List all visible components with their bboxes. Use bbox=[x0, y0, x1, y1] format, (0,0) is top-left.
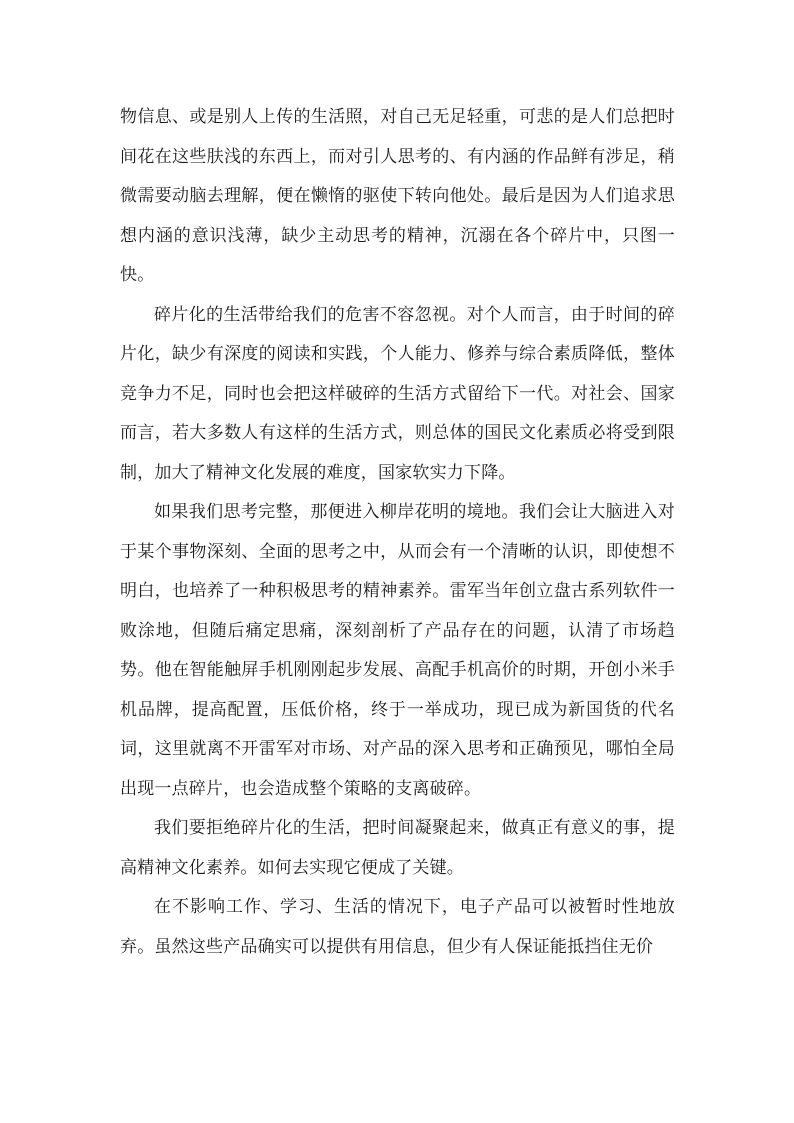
paragraph-5: 在不影响工作、学习、生活的情况下，电子产品可以被暂时性地放弃。虽然这些产品确实可以提供有用信息，但少有人保证能抵挡住无价 bbox=[120, 897, 675, 957]
document-body bbox=[120, 98, 675, 967]
paragraph-3: 如果我们思考完整，那便进入柳岸花明的境地。我们会让大脑进入对于某个事物深刻、全面的思考之中，从而会有一个清晰的认识，即使想不明白，也培养了一种积极思考的精神素养。雷军当年创立盘古系列软件一败涂地，但随后痛定思痛，深刻剖析了产品存在的问题，认清了市场趋势。他在智能触屏手机刚刚起步发展、高配手机高价的时期，开创小米手机品牌，提高配置，压低价格，终于一举成功，现已成为新国货的代名词，这里就离不开雷军对市场、对产品的深入思考和正确预见，哪怕全局出现一点碎片，也会造成整个策略的支离破碎。 bbox=[120, 502, 675, 799]
paragraph-2: 碎片化的生活带给我们的危害不容忽视。对个人而言，由于时间的碎片化，缺少有深度的阅读和实践，个人能力、修养与综合素质降低，整体竞争力不足，同时也会把这样破碎的生活方式留给下一代。对社会、国家而言，若大多数人有这样的生活方式，则总体的国民文化素质必将受到限制，加大了精神文化发展的难度，国家软实力下降。 bbox=[120, 304, 675, 483]
paragraph-4: 我们要拒绝碎片化的生活，把时间凝聚起来，做真正有意义的事，提高精神文化素养。如何去实现它便成了关键。 bbox=[120, 818, 675, 878]
paragraph-1: 物信息、或是别人上传的生活照，对自己无足轻重，可悲的是人们总把时间花在这些肤浅的东西上，而对引人思考的、有内涵的作品鲜有涉足，稍微需要动脑去理解，便在懒惰的驱使下转向他处。最后是因为人们追求思想内涵的意识浅薄，缺少主动思考的精神，沉溺在各个碎片中，只图一快。 bbox=[120, 107, 675, 285]
